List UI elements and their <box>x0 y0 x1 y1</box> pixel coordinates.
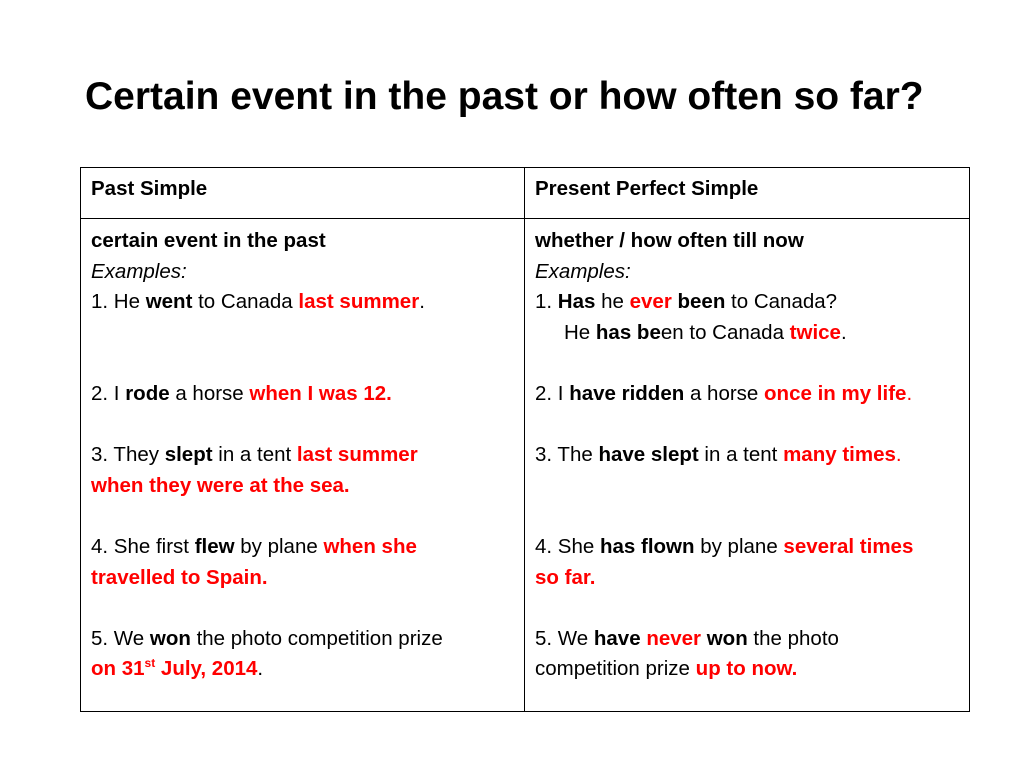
verb: went <box>145 290 193 314</box>
present-perfect-heading: whether / how often till now <box>535 229 804 252</box>
past-simple-heading: certain event in the past <box>91 229 326 252</box>
text: . <box>257 657 264 681</box>
verb: won <box>149 626 191 650</box>
pp-example-1 <box>535 287 959 318</box>
pp-example-1-answer <box>535 318 959 349</box>
text: 1. <box>535 290 558 314</box>
verb: has be <box>595 320 661 344</box>
past-example-4 <box>91 532 514 563</box>
auxiliary: have <box>593 626 641 650</box>
comparison-table <box>80 167 970 712</box>
past-example-5-cont <box>91 654 514 685</box>
past-example-1 <box>91 287 514 318</box>
text: 5. We <box>535 626 594 650</box>
header-past-simple: Past Simple <box>81 168 525 219</box>
time-expression: last summer <box>298 290 420 314</box>
time-expression: July, 2014 <box>155 657 258 681</box>
verb: won <box>706 626 748 650</box>
time-expression: when I was 12. <box>249 381 392 405</box>
text: 2. I <box>535 381 570 405</box>
time-expression: once in my life <box>764 381 907 405</box>
past-example-3-cont: when they were at the sea. <box>91 473 350 497</box>
text: he <box>595 290 630 314</box>
auxiliary: Has <box>557 290 596 314</box>
text: 3. The <box>535 443 599 467</box>
time-expression: up to now. <box>695 657 798 681</box>
table-row <box>81 219 970 712</box>
text: . <box>840 320 847 344</box>
slide-title: Certain event in the past or how often so far? <box>85 75 924 118</box>
time-expression: last summer <box>296 443 418 467</box>
text: to Canada <box>683 320 790 344</box>
text: in a tent <box>212 443 297 467</box>
adverb: never <box>646 626 702 650</box>
pp-example-4-cont: so far. <box>535 565 596 589</box>
present-perfect-cell <box>525 219 970 712</box>
text: competition prize <box>535 657 696 681</box>
text: . <box>419 290 425 314</box>
time-expression: twice <box>789 320 841 344</box>
verb: been <box>677 290 726 314</box>
verb: rode <box>125 381 170 405</box>
text: . <box>906 381 913 405</box>
header-present-perfect-simple: Present Perfect Simple <box>525 168 970 219</box>
pp-example-2 <box>535 379 959 410</box>
past-example-4-cont: travelled to Spain. <box>91 565 268 589</box>
verb: have slept <box>598 443 699 467</box>
examples-label: Examples: <box>91 259 187 283</box>
text: the photo competition prize <box>190 626 443 650</box>
examples-label: Examples: <box>535 259 631 283</box>
text: 4. She <box>535 534 600 558</box>
adverb: ever <box>629 290 672 314</box>
text: en <box>660 320 684 344</box>
past-simple-cell <box>81 219 525 712</box>
time-expression: on 31 <box>91 657 145 681</box>
pp-example-4 <box>535 532 959 563</box>
past-example-5 <box>91 624 514 655</box>
time-expression: many times <box>783 443 896 467</box>
time-expression: when she <box>323 534 417 558</box>
text: . <box>895 443 902 467</box>
pp-example-3 <box>535 440 959 471</box>
verb: have ridden <box>569 381 685 405</box>
text: by plane <box>694 534 784 558</box>
past-example-3 <box>91 440 514 471</box>
text: to Canada <box>192 290 299 314</box>
text: the photo <box>747 626 839 650</box>
verb: slept <box>164 443 213 467</box>
ordinal-suffix: st <box>144 656 156 671</box>
table-header-row <box>81 168 970 219</box>
past-example-2 <box>91 379 514 410</box>
text: a horse <box>169 381 250 405</box>
text: He <box>564 320 596 344</box>
verb: has flown <box>599 534 695 558</box>
pp-example-5-cont <box>535 654 959 685</box>
text: 5. We <box>91 626 150 650</box>
text: to Canada? <box>725 290 838 314</box>
text: in a tent <box>698 443 784 467</box>
pp-example-5 <box>535 624 959 655</box>
text: 4. She first <box>91 534 195 558</box>
text: 3. They <box>91 443 165 467</box>
text: 2. I <box>91 381 126 405</box>
text: a horse <box>684 381 765 405</box>
verb: flew <box>194 534 235 558</box>
text: by plane <box>234 534 324 558</box>
text: 1. He <box>91 290 146 314</box>
time-expression: several times <box>783 534 914 558</box>
